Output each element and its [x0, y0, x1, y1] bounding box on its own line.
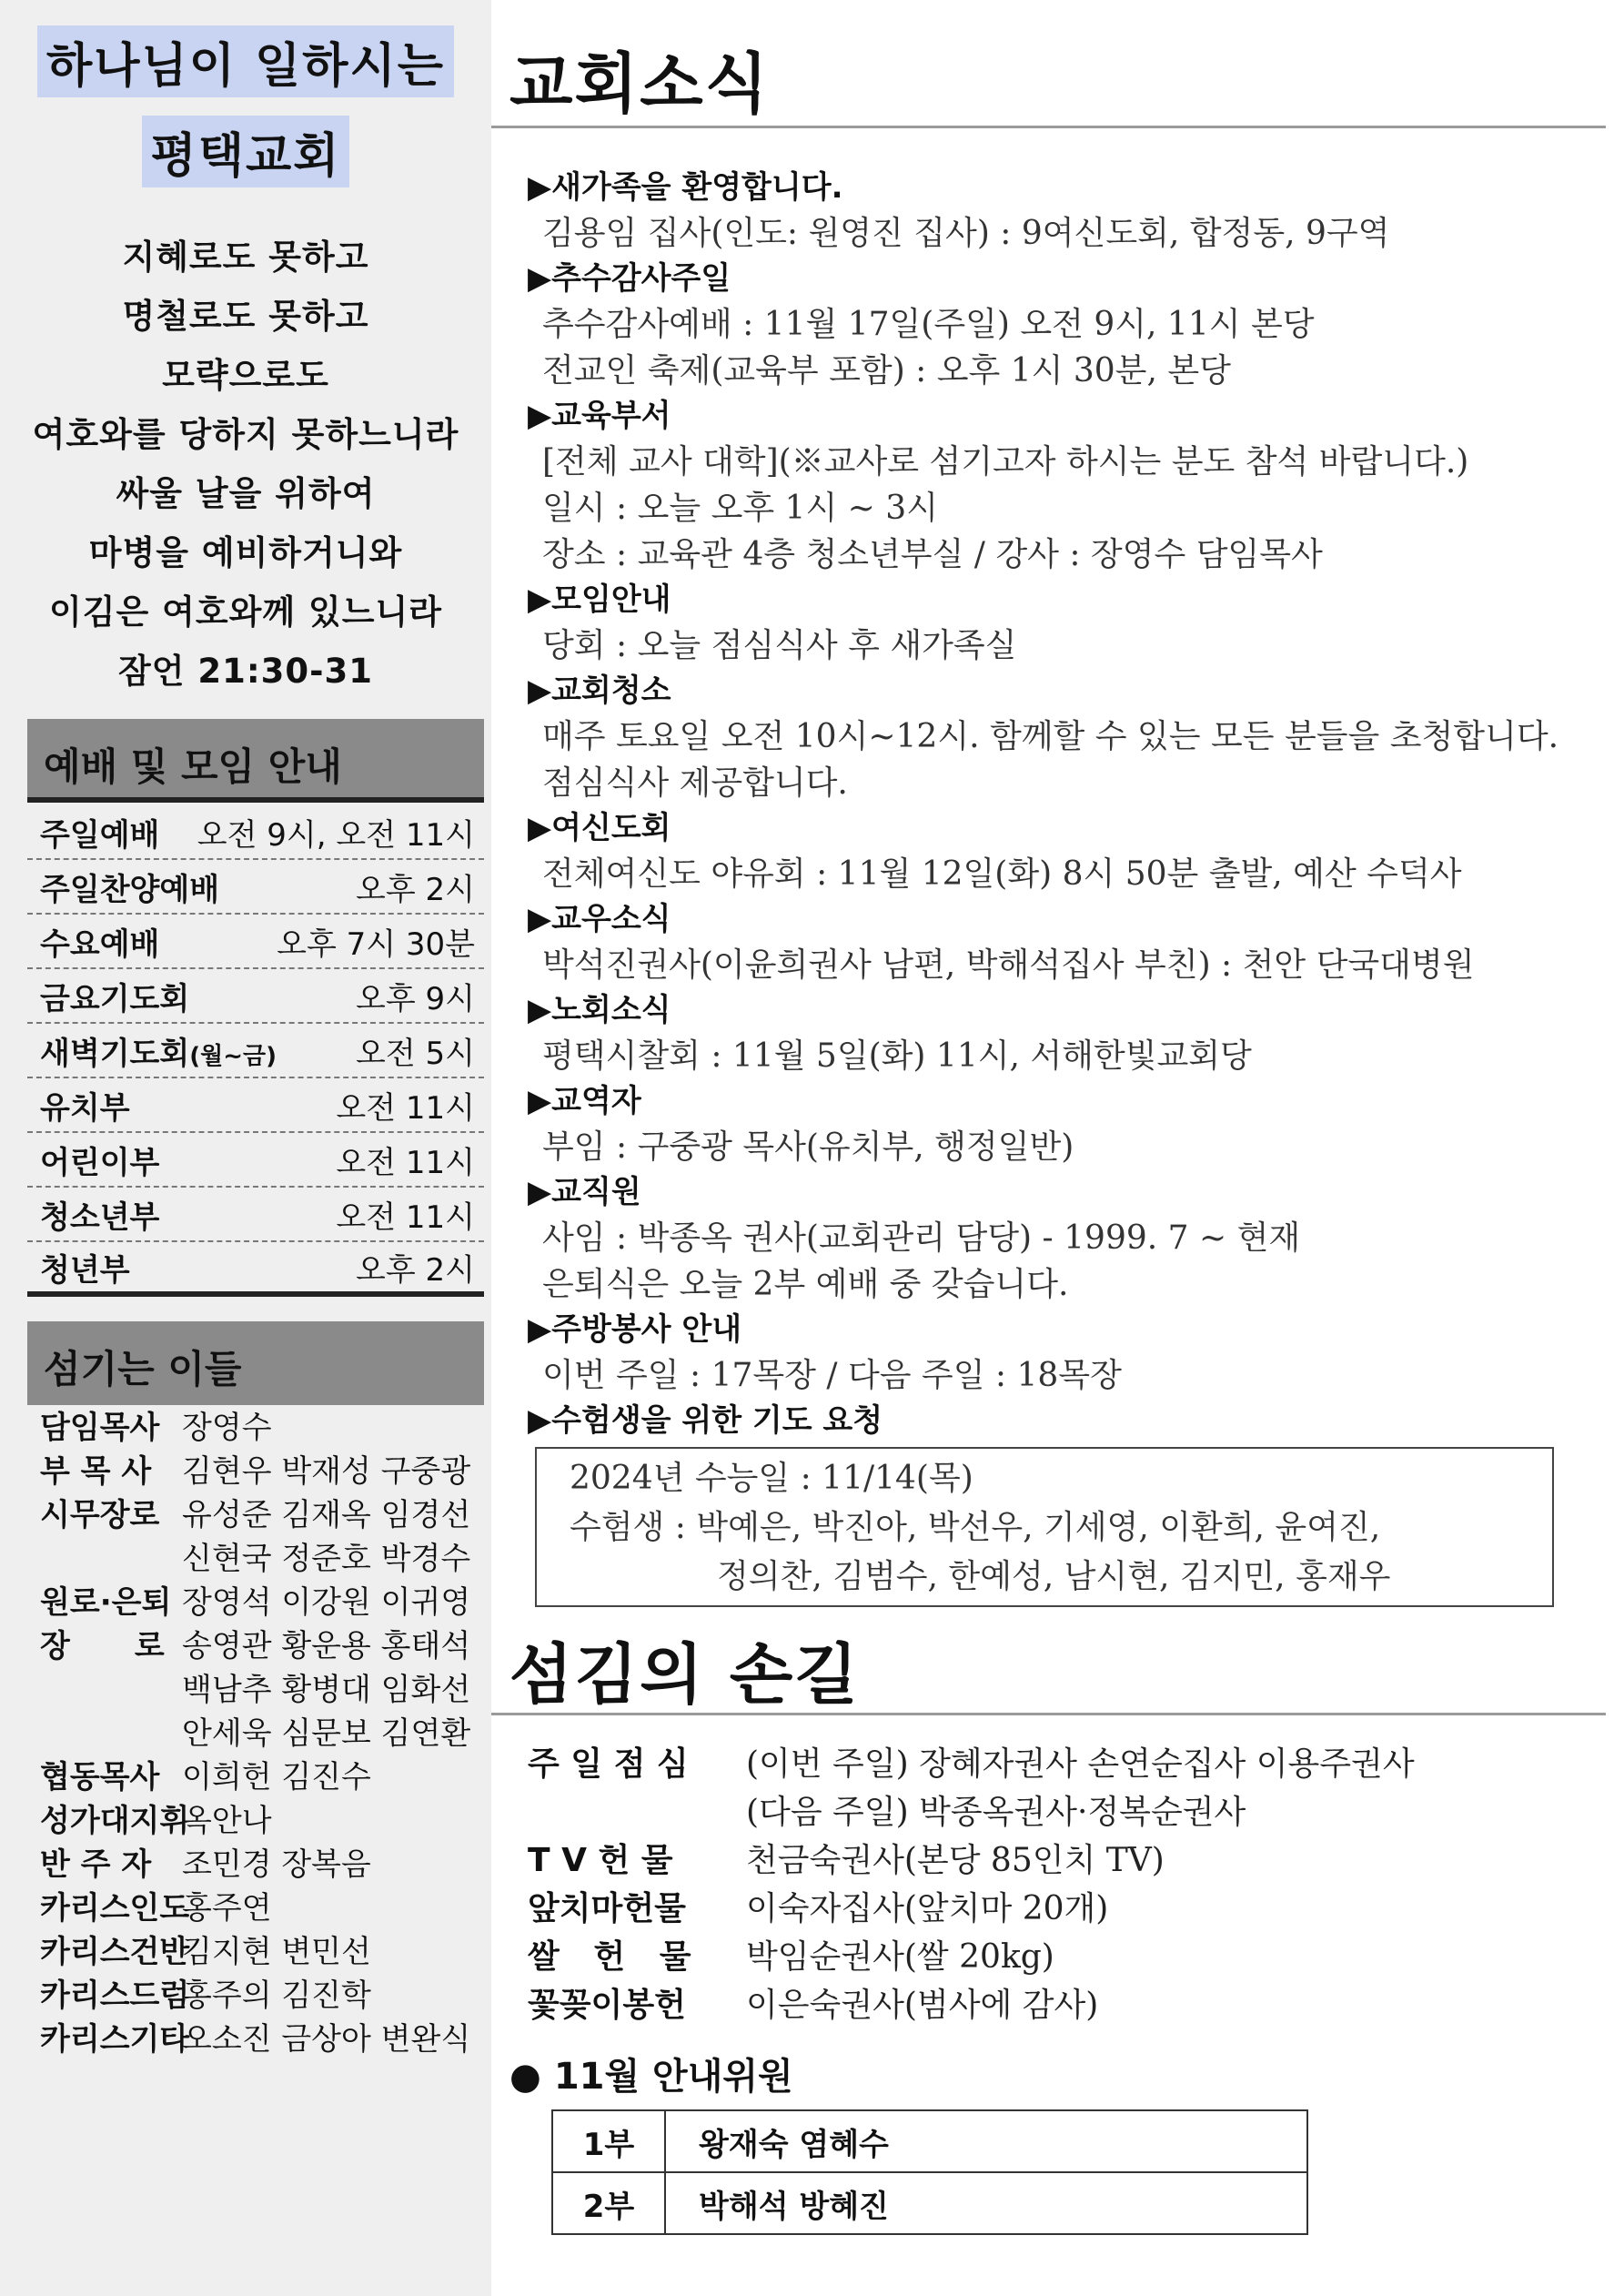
news-item: [528, 1079, 1601, 1170]
news-line: 이번 주일 : 17목장 / 다음 주일 : 18목장: [542, 1357, 1122, 1394]
service-row: [27, 805, 484, 860]
staff-names: 옥안나: [182, 1803, 272, 1839]
verse-reference: 잠언 21:30-31: [118, 652, 373, 691]
service-row: [27, 1078, 484, 1133]
staff-role: 카리스건반: [40, 1934, 190, 1970]
offering-value: 박임순권사(쌀 20kg): [746, 1938, 1054, 1976]
offering-label: 앞치마헌물: [528, 1890, 686, 1927]
news-heading: ▶노회소식: [528, 992, 671, 1028]
offerings-list: [528, 1740, 1601, 2029]
offering-value: 이은숙권사(범사에 감사): [746, 1987, 1099, 2024]
usher-part: 1부: [552, 2110, 665, 2172]
divider: [491, 1713, 1606, 1715]
staff-names: 오소진 금상아 변완식: [182, 2021, 471, 2058]
prayer-line: 수험생 : 박예은, 박진아, 박선우, 기세영, 이환희, 윤여진,: [570, 1509, 1381, 1546]
verse-line: 명철로도 못하고: [122, 297, 369, 336]
news-heading: ▶새가족을 환영합니다.: [528, 169, 843, 206]
staff-names: 이희헌 김진수: [182, 1759, 371, 1795]
news-item: [528, 897, 1601, 988]
services-heading: 예배 및 모임 안내: [27, 719, 484, 803]
sidebar: [0, 0, 491, 2296]
service-row: [27, 1133, 484, 1188]
staff-names: 장영석 이강원 이귀영: [182, 1584, 471, 1621]
church-title-line1: 하나님이 일하시는: [37, 25, 454, 97]
news-line: 점심식사 제공합니다.: [542, 764, 848, 802]
offering-label: 쌀 헌 물: [528, 1938, 691, 1976]
staff-names: 송영관 황운용 홍태석: [182, 1628, 471, 1664]
service-time: 오후 2시: [356, 1251, 475, 1289]
staff-role: 담임목사: [40, 1410, 160, 1446]
staff-role: 원로·은퇴: [40, 1584, 172, 1621]
service-name: 금요기도회: [40, 980, 190, 1017]
news-item: [528, 806, 1601, 897]
news-heading: ▶교직원: [528, 1174, 641, 1210]
verse-line: 이김은 여호와께 있느니라: [49, 592, 442, 632]
verse-line: 여호와를 당하지 못하느니라: [32, 415, 459, 454]
usher-row: [552, 2110, 1307, 2172]
offering-value: 이숙자집사(앞치마 20개): [746, 1890, 1109, 1927]
service-row: [27, 860, 484, 915]
service-time: 오전 5시: [356, 1035, 475, 1072]
verse-line: 마병을 예비하거니와: [88, 533, 403, 572]
offering-row: [528, 1836, 1601, 1885]
service-name: 청소년부: [40, 1199, 160, 1236]
prayer-line: 2024년 수능일 : 11/14(목): [570, 1460, 973, 1497]
prayer-line: 정의찬, 김범수, 한예성, 남시현, 김지민, 홍재우: [717, 1558, 1391, 1595]
news-heading: ▶주방봉사 안내: [528, 1311, 742, 1348]
staff-row: [27, 1799, 484, 1843]
church-title: [0, 0, 491, 187]
ushers-title: ● 11월 안내위원: [509, 2056, 793, 2098]
news-line: 일시 : 오늘 오후 1시 ~ 3시: [542, 490, 938, 527]
news-line: 부임 : 구중광 목사(유치부, 행정일반): [542, 1128, 1074, 1166]
news-heading: ▶교육부서: [528, 398, 671, 434]
staff-names: 김현우 박재성 구중광: [182, 1453, 471, 1490]
staff-row: [27, 1493, 484, 1581]
news-line: 평택시찰회 : 11월 5일(화) 11시, 서해한빛교회당: [542, 1037, 1252, 1075]
staff-role: 협동목사: [40, 1759, 160, 1795]
staff-role: 카리스드럼: [40, 1977, 190, 2014]
news-item: [528, 1399, 1601, 1607]
news-line: 사임 : 박종옥 권사(교회관리 담당) - 1999. 7 ~ 현재: [542, 1219, 1301, 1257]
offering-label: T V 헌 물: [528, 1842, 673, 1879]
news-item: [528, 394, 1601, 578]
staff-names: 장영수: [182, 1410, 272, 1446]
news-line: 박석진권사(이윤희권사 남편, 박해석집사 부친) : 천안 단국대병원: [542, 946, 1475, 984]
service-row: [27, 1188, 484, 1242]
staff-names: 안세욱 심문보 김연환: [182, 1715, 471, 1752]
services-table: [27, 805, 484, 1297]
news-item: [528, 578, 1601, 669]
main-content: [491, 0, 1624, 2296]
news-heading: ▶모임안내: [528, 582, 671, 618]
prayer-box: [535, 1447, 1554, 1607]
staff-role: 부 목 사: [40, 1453, 152, 1490]
service-name: 수요예배: [40, 925, 160, 963]
prayer-heading: ▶수험생을 위한 기도 요청: [528, 1402, 883, 1439]
news-item: [528, 166, 1601, 257]
divider: [491, 126, 1606, 128]
news-heading: ▶교우소식: [528, 901, 671, 937]
staff-names: 홍주연: [182, 1890, 272, 1927]
service-time: 오전 11시: [336, 1144, 475, 1181]
usher-row: [552, 2172, 1307, 2234]
staff-row: [27, 1930, 484, 1974]
news-heading: ▶교역자: [528, 1083, 641, 1119]
offering-label: 꽃꽂이봉헌: [528, 1987, 686, 2024]
staff-row: [27, 1755, 484, 1799]
news-item: [528, 1170, 1601, 1308]
staff-row: [27, 1406, 484, 1450]
news-line: 김용임 집사(인도: 원영진 집사) : 9여신도회, 합정동, 9구역: [542, 215, 1390, 252]
news-item: [528, 988, 1601, 1079]
staff-role: 시무장로: [40, 1497, 160, 1533]
service-time: 오후 2시: [356, 871, 475, 908]
service-row: [27, 915, 484, 969]
staff-row: [27, 1843, 484, 1886]
news-title: 교회소식: [509, 46, 771, 122]
staff-names: 홍주의 김진학: [182, 1977, 371, 2014]
staff-list: [27, 1406, 484, 2061]
service-time: 오후 9시: [356, 980, 475, 1017]
news-item: [528, 257, 1601, 394]
staff-row: [27, 1886, 484, 1930]
staff-row: [27, 1450, 484, 1493]
news-line: 매주 토요일 오전 10시~12시. 함께할 수 있는 모든 분들을 초청합니다.: [542, 718, 1559, 755]
ushers-table: [551, 2109, 1308, 2235]
offering-label: 주 일 점 심: [528, 1745, 689, 1783]
service-row: [27, 1242, 484, 1297]
staff-names: 김지현 변민선: [182, 1934, 371, 1970]
verse-line: 싸울 날을 위하여: [116, 474, 376, 513]
service-name: 청년부: [40, 1251, 130, 1289]
news-item: [528, 669, 1601, 806]
staff-names: 유성준 김재옥 임경선: [182, 1497, 471, 1533]
news-list: [528, 166, 1601, 1607]
offering-row: [528, 1740, 1601, 1836]
offerings-title: 섬김의 손길: [509, 1636, 860, 1713]
news-line: 은퇴식은 오늘 2부 예배 중 갖습니다.: [542, 1266, 1069, 1303]
staff-row: [27, 2018, 484, 2061]
news-line: [전체 교사 대학](※교사로 섬기고자 하시는 분도 참석 바랍니다.): [542, 443, 1469, 480]
service-name: 새벽기도회(월~금): [40, 1035, 277, 1072]
news-line: 추수감사예배 : 11월 17일(주일) 오전 9시, 11시 본당: [542, 306, 1315, 343]
service-name: 주일예배: [40, 816, 160, 854]
offering-row: [528, 1933, 1601, 1981]
staff-role: 반 주 자: [40, 1846, 152, 1883]
staff-row: [27, 1974, 484, 2018]
service-time: 오후 7시 30분: [277, 925, 475, 963]
staff-names: 조민경 장복음: [182, 1846, 371, 1883]
church-title-line2: 평택교회: [142, 116, 350, 187]
staff-role: 장 로: [40, 1628, 165, 1664]
verse-line: 모략으로도: [162, 356, 329, 395]
news-heading: ▶교회청소: [528, 673, 671, 709]
staff-role: 카리스인도: [40, 1890, 190, 1927]
news-line: 전교인 축제(교육부 포함) : 오후 1시 30분, 본당: [542, 352, 1231, 389]
offering-row: [528, 1885, 1601, 1933]
news-line: 전체여신도 야유회 : 11월 12일(화) 8시 50분 출발, 예산 수덕사: [542, 855, 1462, 893]
usher-names: 왕재숙 염혜수: [665, 2110, 1307, 2172]
staff-names: 백남추 황병대 임화선: [182, 1672, 471, 1708]
staff-heading: 섬기는 이들: [27, 1321, 484, 1405]
staff-names: 신현국 정준호 박경수: [182, 1541, 471, 1577]
news-item: [528, 1308, 1601, 1399]
service-note: (월~금): [189, 1042, 277, 1070]
staff-role: 카리스기타: [40, 2021, 190, 2058]
service-time: 오전 9시, 오전 11시: [197, 816, 475, 854]
staff-row: [27, 1624, 484, 1755]
news-heading: ▶여신도회: [528, 810, 671, 846]
usher-part: 2부: [552, 2172, 665, 2234]
news-heading: ▶추수감사주일: [528, 260, 731, 297]
service-time: 오전 11시: [336, 1089, 475, 1127]
offering-value: (이번 주일) 장혜자권사 손연순집사 이용주권사: [746, 1745, 1415, 1783]
usher-names: 박해석 방혜진: [665, 2172, 1307, 2234]
news-line: 장소 : 교육관 4층 청소년부실 / 강사 : 장영수 담임목사: [542, 536, 1323, 573]
offering-row: [528, 1981, 1601, 2029]
verse-line: 지혜로도 못하고: [122, 238, 369, 277]
service-time: 오전 11시: [336, 1199, 475, 1236]
service-row: [27, 1024, 484, 1078]
news-line: 당회 : 오늘 점심식사 후 새가족실: [542, 627, 1017, 664]
bible-verse: [0, 228, 491, 701]
service-name: 주일찬양예배: [40, 871, 220, 908]
service-row: [27, 969, 484, 1024]
service-name: 유치부: [40, 1089, 130, 1127]
staff-row: [27, 1581, 484, 1624]
offering-value: (다음 주일) 박종옥권사·정복순권사: [746, 1794, 1246, 1831]
offering-value: 천금숙권사(본당 85인치 TV): [746, 1842, 1165, 1879]
service-name: 어린이부: [40, 1144, 160, 1181]
staff-role: 성가대지휘: [40, 1803, 190, 1839]
